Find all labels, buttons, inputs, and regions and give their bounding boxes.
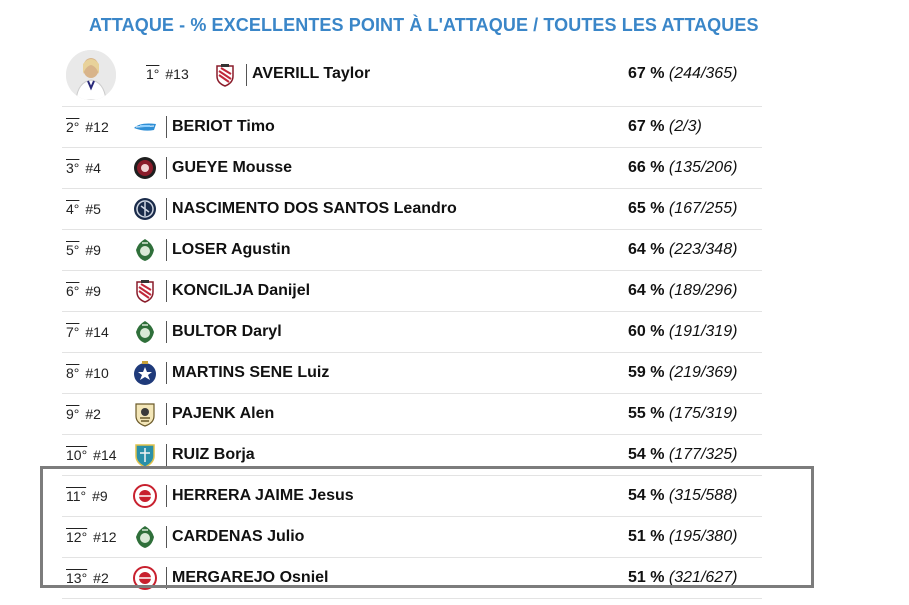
club-logo-icon[interactable] xyxy=(212,62,238,88)
jersey-number: #14 xyxy=(93,447,117,463)
percent: 67 % xyxy=(628,65,665,82)
rank-position: 7° xyxy=(66,324,80,340)
player-name[interactable]: MERGAREJO Osniel xyxy=(172,569,329,586)
rank-label xyxy=(66,160,101,176)
player-name[interactable]: BERIOT Timo xyxy=(172,118,275,135)
separator xyxy=(166,157,167,179)
table-row[interactable] xyxy=(62,312,762,353)
ratio: (195/380) xyxy=(668,528,738,545)
ratio: (244/365) xyxy=(668,65,738,82)
table-row[interactable] xyxy=(62,271,762,312)
percent: 54 % xyxy=(628,487,665,504)
jersey-number: #10 xyxy=(85,365,109,381)
player-name[interactable]: RUIZ Borja xyxy=(172,446,255,463)
percent: 51 % xyxy=(628,528,665,545)
rank-label xyxy=(66,119,109,135)
percent: 64 % xyxy=(628,241,665,258)
club-logo-icon[interactable] xyxy=(132,319,158,345)
table-row[interactable] xyxy=(62,394,762,435)
jersey-number: #5 xyxy=(85,201,101,217)
separator xyxy=(166,239,167,261)
percent: 51 % xyxy=(628,569,665,586)
club-logo-icon[interactable] xyxy=(132,483,158,509)
table-row[interactable] xyxy=(62,46,762,107)
club-logo-icon[interactable] xyxy=(132,360,158,386)
club-logo-icon[interactable] xyxy=(132,237,158,263)
separator xyxy=(166,444,167,466)
ratio: (167/255) xyxy=(668,200,738,217)
jersey-number: #14 xyxy=(85,324,109,340)
player-name[interactable]: GUEYE Mousse xyxy=(172,159,293,176)
percent: 67 % xyxy=(628,118,665,135)
club-logo-icon[interactable] xyxy=(132,114,158,140)
percent: 64 % xyxy=(628,282,665,299)
percent-value xyxy=(628,364,737,382)
club-logo-icon[interactable] xyxy=(132,155,158,181)
ratio: (175/319) xyxy=(668,405,738,422)
separator xyxy=(166,321,167,343)
percent: 66 % xyxy=(628,159,665,176)
table-row[interactable] xyxy=(62,189,762,230)
ratio: (219/369) xyxy=(668,364,738,381)
ratio: (189/296) xyxy=(668,282,738,299)
rank-label xyxy=(146,66,189,82)
rank-label xyxy=(66,201,101,217)
jersey-number: #12 xyxy=(85,119,109,135)
club-logo-icon[interactable] xyxy=(132,401,158,427)
percent-value xyxy=(628,405,737,423)
rank-position: 9° xyxy=(66,406,80,422)
player-name[interactable]: BULTOR Daryl xyxy=(172,323,282,340)
rank-position: 4° xyxy=(66,201,80,217)
rank-position: 11° xyxy=(66,488,87,504)
percent: 54 % xyxy=(628,446,665,463)
percent: 65 % xyxy=(628,200,665,217)
jersey-number: #2 xyxy=(85,406,101,422)
ratio: (135/206) xyxy=(668,159,738,176)
percent-value xyxy=(628,159,737,177)
table-row[interactable] xyxy=(62,107,762,148)
jersey-number: #9 xyxy=(85,283,101,299)
rank-label xyxy=(66,406,101,422)
rank-label xyxy=(66,324,109,340)
percent: 59 % xyxy=(628,364,665,381)
player-name[interactable]: CARDENAS Julio xyxy=(172,528,305,545)
jersey-number: #12 xyxy=(93,529,117,545)
separator xyxy=(166,567,167,589)
player-name[interactable]: KONCILJA Danijel xyxy=(172,282,311,299)
player-name[interactable]: NASCIMENTO DOS SANTOS Leandro xyxy=(172,200,457,217)
player-name[interactable]: LOSER Agustin xyxy=(172,241,291,258)
jersey-number: #13 xyxy=(165,66,189,82)
ranking-table xyxy=(62,46,762,599)
table-row[interactable] xyxy=(62,435,762,476)
rank-position: 13° xyxy=(66,570,88,586)
player-avatar[interactable] xyxy=(66,50,116,100)
jersey-number: #9 xyxy=(92,488,108,504)
jersey-number: #9 xyxy=(85,242,101,258)
club-logo-icon[interactable] xyxy=(132,565,158,591)
percent-value xyxy=(628,282,737,300)
rank-label xyxy=(66,529,117,545)
percent: 55 % xyxy=(628,405,665,422)
separator xyxy=(246,64,247,86)
table-row[interactable] xyxy=(62,476,762,517)
rank-label xyxy=(66,283,101,299)
percent-value xyxy=(628,118,702,136)
player-name[interactable]: AVERILL Taylor xyxy=(252,65,371,82)
club-logo-icon[interactable] xyxy=(132,278,158,304)
rank-position: 1° xyxy=(146,66,160,82)
table-row[interactable] xyxy=(62,517,762,558)
rank-position: 8° xyxy=(66,365,80,381)
rank-label xyxy=(66,242,101,258)
page-title: ATTAQUE - % EXCELLENTES POINT À L'ATTAQUE / TOUTES LES ATTAQUES xyxy=(89,15,759,35)
rank-label xyxy=(66,488,108,504)
separator xyxy=(166,280,167,302)
rank-position: 6° xyxy=(66,283,80,299)
percent: 60 % xyxy=(628,323,665,340)
rank-label xyxy=(66,570,109,586)
ratio: (2/3) xyxy=(668,118,702,135)
percent-value xyxy=(628,241,737,259)
ratio: (321/627) xyxy=(668,569,738,586)
separator xyxy=(166,485,167,507)
player-name[interactable]: HERRERA JAIME Jesus xyxy=(172,487,354,504)
ratio: (191/319) xyxy=(668,323,738,340)
percent-value xyxy=(628,569,737,587)
table-row[interactable] xyxy=(62,230,762,271)
separator xyxy=(166,116,167,138)
club-logo-icon[interactable] xyxy=(132,524,158,550)
table-row[interactable] xyxy=(62,148,762,189)
percent-value xyxy=(628,528,737,546)
percent-value xyxy=(628,487,737,505)
percent-value xyxy=(628,446,737,464)
separator xyxy=(166,526,167,548)
ratio: (315/588) xyxy=(668,487,738,504)
percent-value xyxy=(628,200,737,218)
table-row[interactable] xyxy=(62,353,762,394)
separator xyxy=(166,362,167,384)
rank-position: 3° xyxy=(66,160,80,176)
rank-position: 5° xyxy=(66,242,80,258)
club-logo-icon[interactable] xyxy=(132,196,158,222)
rank-position: 12° xyxy=(66,529,88,545)
percent-value xyxy=(628,323,737,341)
rank-position: 2° xyxy=(66,119,80,135)
jersey-number: #4 xyxy=(85,160,101,176)
separator xyxy=(166,198,167,220)
player-name[interactable]: PAJENK Alen xyxy=(172,405,275,422)
jersey-number: #2 xyxy=(93,570,109,586)
player-name[interactable]: MARTINS SENE Luiz xyxy=(172,364,330,381)
ratio: (223/348) xyxy=(668,241,738,258)
table-row[interactable] xyxy=(62,558,762,599)
percent-value xyxy=(628,65,737,83)
club-logo-icon[interactable] xyxy=(132,442,158,468)
rank-label xyxy=(66,365,109,381)
rank-label xyxy=(66,447,117,463)
separator xyxy=(166,403,167,425)
ratio: (177/325) xyxy=(668,446,738,463)
rank-position: 10° xyxy=(66,447,88,463)
